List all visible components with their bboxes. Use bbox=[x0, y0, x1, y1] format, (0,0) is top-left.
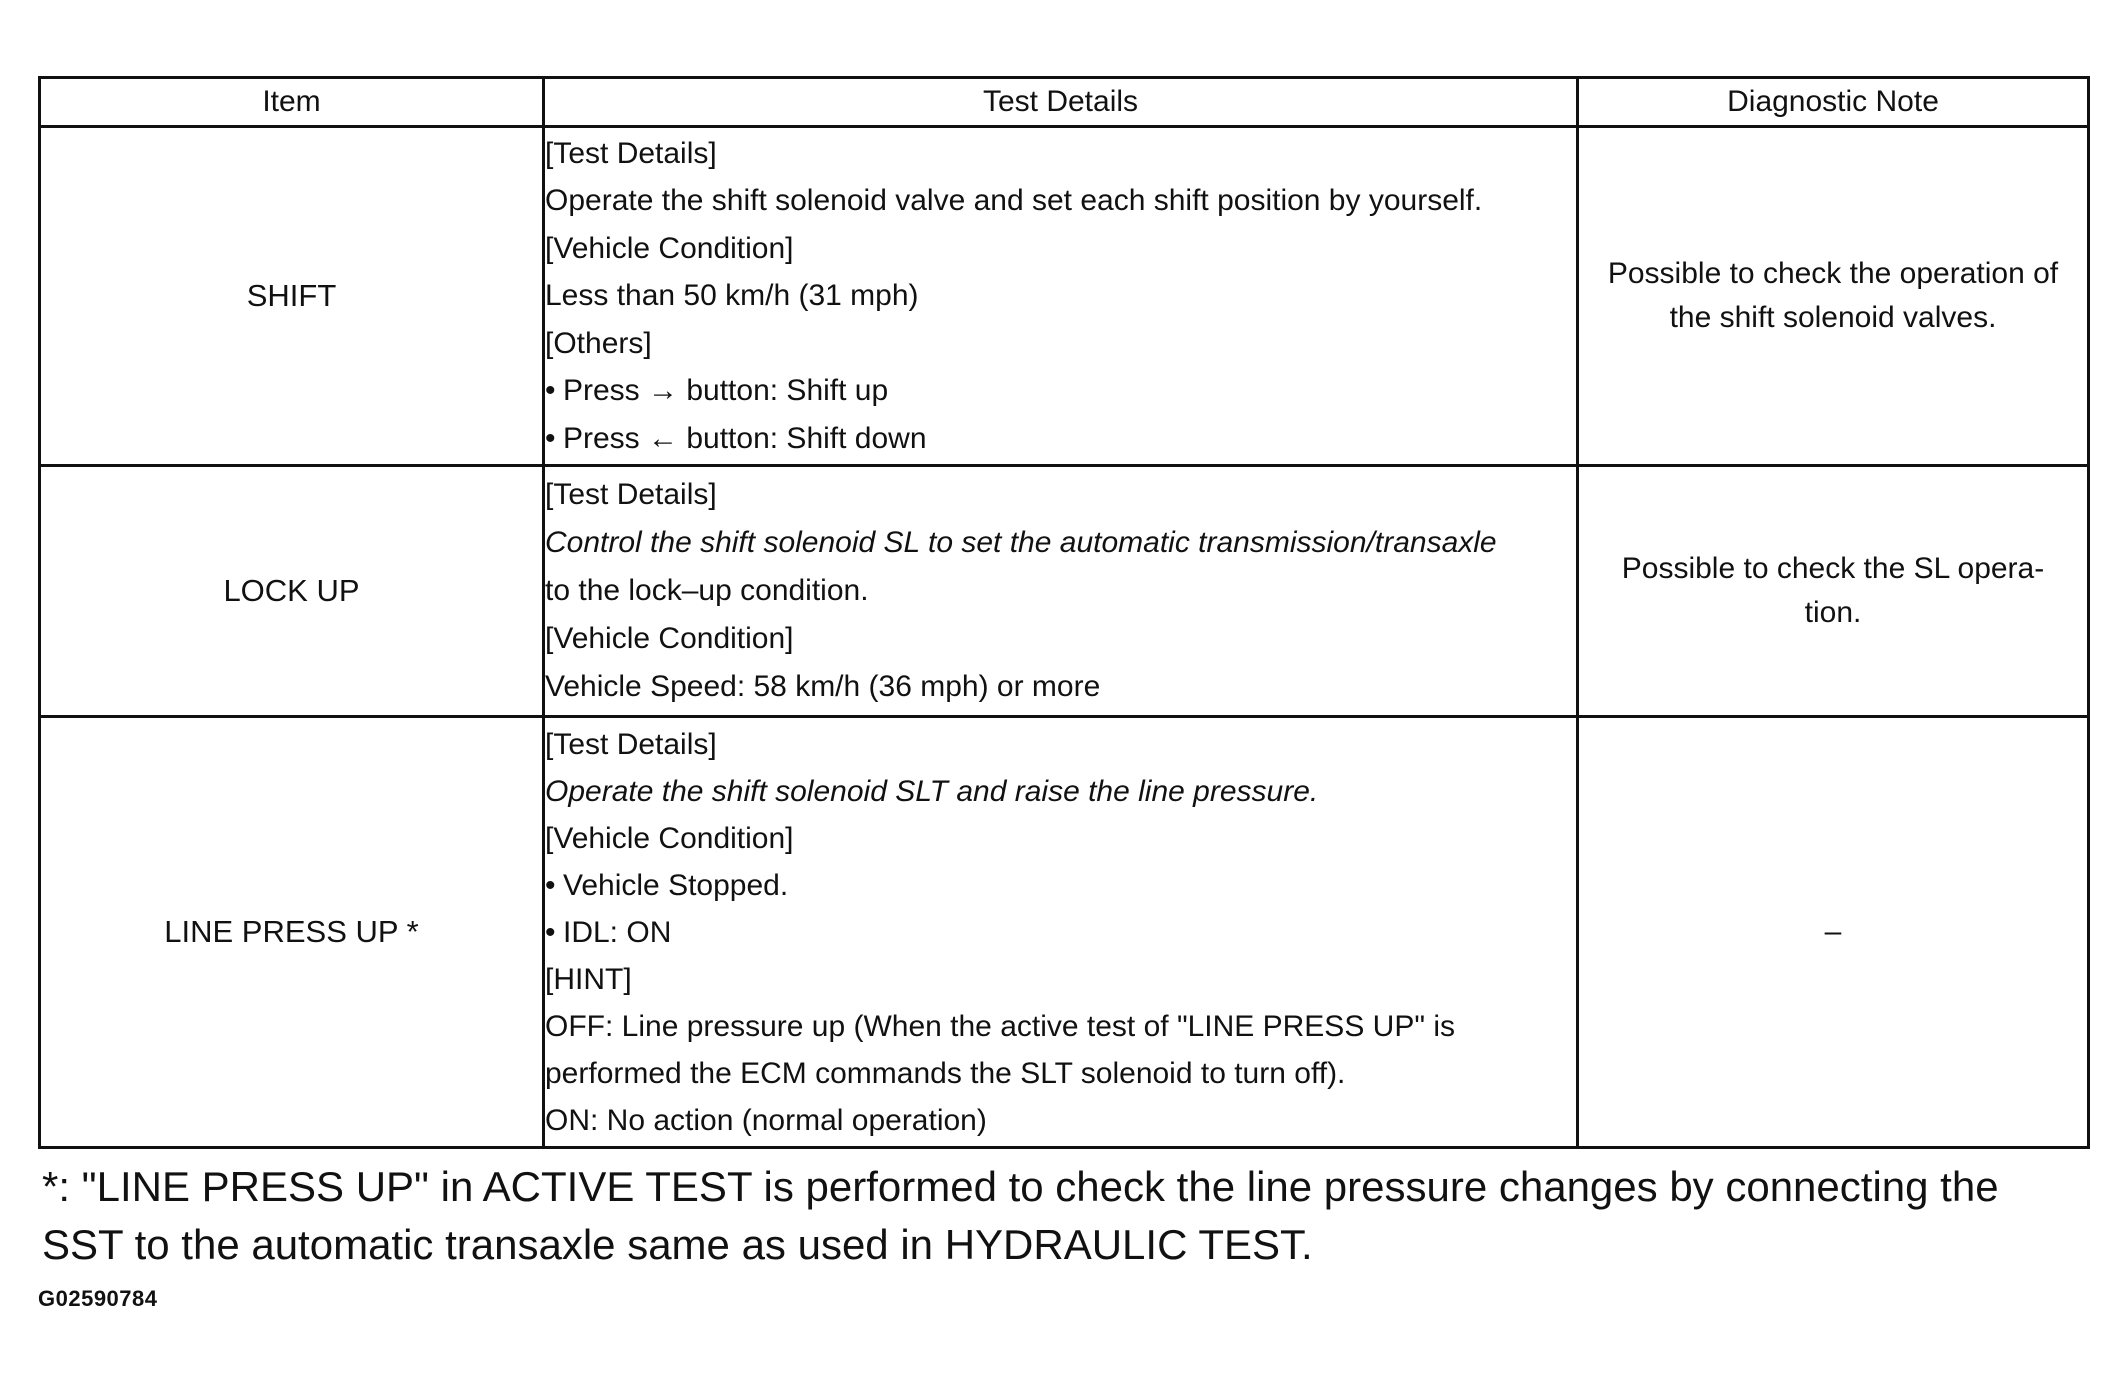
detail-text: Press → button: Shift up bbox=[563, 374, 889, 408]
detail-bullet-line bbox=[545, 862, 1576, 909]
details-cell bbox=[544, 717, 1578, 1148]
header-item: Item bbox=[40, 78, 544, 127]
table-row bbox=[40, 466, 2089, 717]
note-line: – bbox=[1824, 915, 1842, 948]
detail-text: [Others] bbox=[545, 326, 652, 360]
detail-bullet-line bbox=[545, 415, 1576, 463]
detail-text: Vehicle Speed: 58 km/h (36 mph) or more bbox=[545, 670, 1101, 703]
note-cell bbox=[1578, 717, 2089, 1148]
detail-text: [Vehicle Condition] bbox=[545, 821, 794, 855]
note-cell bbox=[1578, 127, 2089, 466]
note-cell bbox=[1578, 466, 2089, 717]
table-row bbox=[40, 127, 2089, 466]
bullet-icon: • bbox=[545, 421, 556, 455]
detail-line bbox=[545, 177, 1576, 225]
detail-bullet-line bbox=[545, 909, 1576, 956]
detail-line bbox=[545, 320, 1576, 368]
detail-text: Less than 50 km/h (31 mph) bbox=[545, 279, 919, 313]
item-cell: SHIFT bbox=[40, 127, 544, 466]
detail-text: [Test Details] bbox=[545, 136, 717, 170]
detail-text: performed the ECM commands the SLT solenoid to turn off). bbox=[545, 1056, 1346, 1090]
header-test-details: Test Details bbox=[544, 78, 1578, 127]
note-line: tion. bbox=[1804, 596, 1862, 629]
detail-line bbox=[545, 956, 1576, 1003]
footnote-line: SST to the automatic transaxle same as used in HYDRAULIC TEST. bbox=[42, 1221, 1313, 1268]
figure-id: G02590784 bbox=[38, 1286, 158, 1311]
detail-line bbox=[545, 272, 1576, 320]
note-line: Possible to check the operation of bbox=[1607, 257, 2059, 290]
detail-text: Vehicle Stopped. bbox=[563, 868, 789, 902]
detail-text: to the lock–up condition. bbox=[545, 574, 869, 607]
details-cell bbox=[544, 127, 1578, 466]
footnote-line: *: "LINE PRESS UP" in ACTIVE TEST is performed to check the line pressure changes by connecting the bbox=[42, 1163, 1999, 1210]
note-line: Possible to check the SL opera- bbox=[1621, 552, 2045, 585]
detail-text: [Vehicle Condition] bbox=[545, 231, 794, 265]
bullet-icon: • bbox=[545, 915, 556, 949]
detail-text: Control the shift solenoid SL to set the automatic transmission/transaxle bbox=[545, 526, 1497, 559]
detail-line bbox=[545, 1097, 1576, 1144]
active-test-table bbox=[38, 76, 2090, 1149]
note-line: the shift solenoid valves. bbox=[1669, 301, 1997, 334]
header-diagnostic-note: Diagnostic Note bbox=[1578, 78, 2089, 127]
detail-text: Operate the shift solenoid valve and set each shift position by yourself. bbox=[545, 184, 1483, 218]
detail-text: IDL: ON bbox=[563, 915, 672, 949]
detail-bullet-line bbox=[545, 367, 1576, 415]
footnote bbox=[42, 1158, 2092, 1274]
detail-line bbox=[545, 615, 1576, 663]
detail-text: ON: No action (normal operation) bbox=[545, 1103, 987, 1137]
detail-text: [Test Details] bbox=[545, 727, 717, 761]
bullet-icon: • bbox=[545, 868, 556, 902]
detail-text: [Test Details] bbox=[545, 478, 717, 511]
detail-text: OFF: Line pressure up (When the active test of "LINE PRESS UP" is bbox=[545, 1009, 1455, 1043]
detail-line bbox=[545, 225, 1576, 273]
item-cell: LINE PRESS UP * bbox=[40, 717, 544, 1148]
table-row bbox=[40, 717, 2089, 1148]
detail-text: Operate the shift solenoid SLT and raise the line pressure. bbox=[545, 774, 1319, 808]
table-body bbox=[40, 127, 2089, 1148]
detail-text: Press ← button: Shift down bbox=[563, 421, 927, 455]
detail-line bbox=[545, 471, 1576, 519]
detail-line bbox=[545, 519, 1576, 567]
detail-text: [Vehicle Condition] bbox=[545, 622, 794, 655]
details-cell bbox=[544, 466, 1578, 717]
detail-line bbox=[545, 1003, 1576, 1050]
detail-line bbox=[545, 768, 1576, 815]
detail-line bbox=[545, 130, 1576, 178]
detail-line bbox=[545, 721, 1576, 768]
detail-text: [HINT] bbox=[545, 962, 632, 996]
detail-line bbox=[545, 663, 1576, 711]
detail-line bbox=[545, 1050, 1576, 1097]
bullet-icon: • bbox=[545, 374, 556, 408]
table-header-row bbox=[40, 78, 2089, 127]
item-cell: LOCK UP bbox=[40, 466, 544, 717]
detail-line bbox=[545, 567, 1576, 615]
detail-line bbox=[545, 815, 1576, 862]
